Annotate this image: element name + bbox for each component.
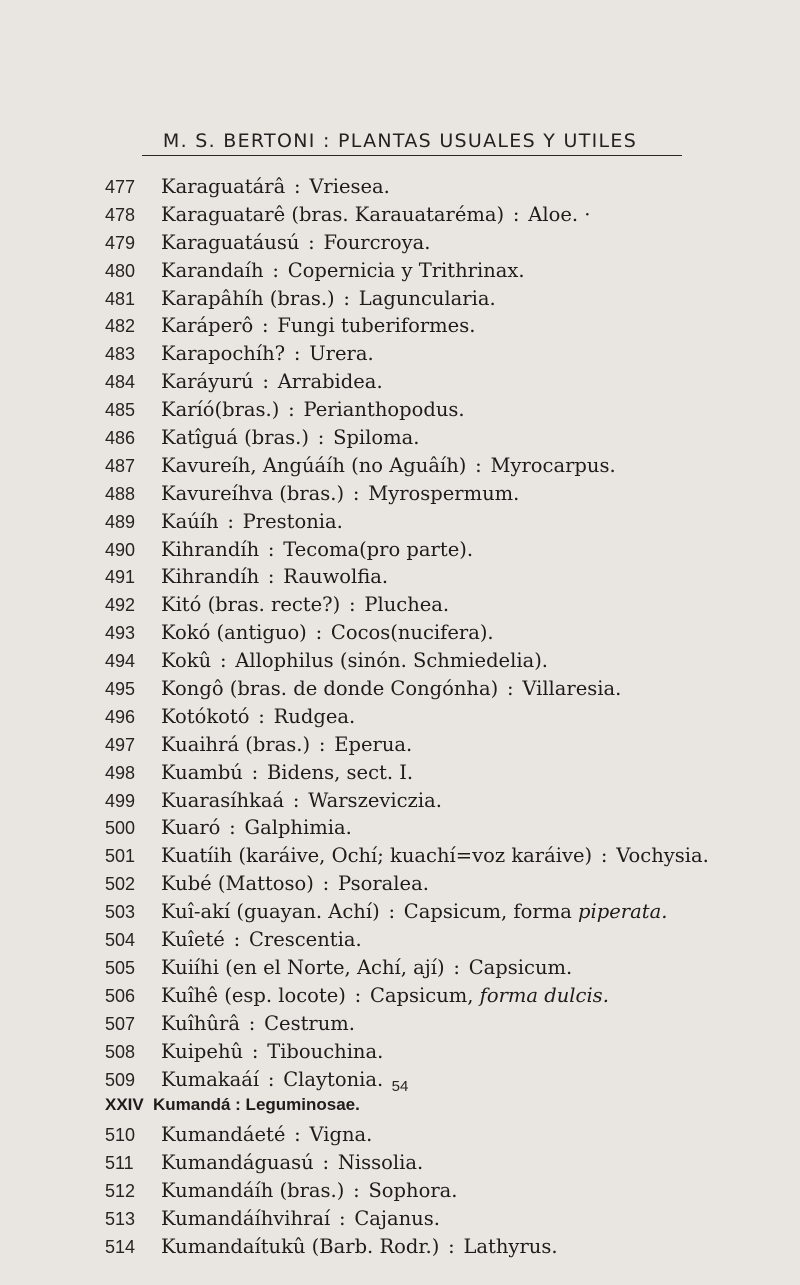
entry-number: 491 bbox=[105, 567, 136, 588]
colon-separator: : bbox=[292, 788, 300, 812]
entry-row bbox=[105, 1151, 795, 1179]
section-heading bbox=[105, 1095, 795, 1123]
vernacular-name: Kuîeté bbox=[161, 928, 225, 952]
scientific-name-text: Tecoma(pro parte). bbox=[283, 537, 474, 561]
scientific-name bbox=[303, 398, 464, 421]
scientific-name-text: Spiloma. bbox=[333, 426, 420, 450]
entry-row bbox=[105, 314, 795, 342]
scientific-name-text: Myrospermum. bbox=[368, 481, 520, 505]
colon-separator: : bbox=[448, 1234, 455, 1258]
entry-number: 499 bbox=[105, 790, 136, 811]
vernacular-name: Kotókotó bbox=[161, 704, 250, 728]
entry-row bbox=[105, 1235, 795, 1263]
entry-row bbox=[105, 203, 795, 231]
entry-number: 502 bbox=[105, 874, 136, 895]
colon-separator: : bbox=[267, 1067, 275, 1091]
entry-row bbox=[105, 872, 795, 900]
vernacular-name: Kuiíhi (en el Norte, Achí, ají) bbox=[161, 955, 445, 979]
vernacular-name: Kubé (Mattoso) bbox=[161, 872, 314, 896]
entry-row bbox=[105, 259, 795, 287]
vernacular-name: Kitó (bras. recte?) bbox=[161, 593, 341, 617]
entry-number: 501 bbox=[105, 846, 136, 867]
vernacular-name: Kuambú bbox=[161, 760, 243, 784]
entry-number: 493 bbox=[105, 623, 136, 644]
scientific-name bbox=[463, 1235, 557, 1258]
colon-separator: : bbox=[339, 1206, 346, 1230]
entry-row bbox=[105, 621, 795, 649]
scientific-name-text: Vigna. bbox=[309, 1123, 373, 1147]
scientific-name-text: Claytonia. bbox=[283, 1067, 384, 1091]
colon-separator: : bbox=[288, 398, 295, 422]
scientific-name bbox=[404, 900, 668, 923]
scientific-name bbox=[264, 1012, 355, 1035]
entry-number: 482 bbox=[105, 316, 136, 337]
vernacular-name: Kumakaáí bbox=[161, 1067, 260, 1091]
colon-separator: : bbox=[308, 230, 315, 254]
header-rule bbox=[142, 155, 682, 156]
entry-row bbox=[105, 454, 795, 482]
entry-row bbox=[105, 984, 795, 1012]
colon-separator: : bbox=[293, 175, 301, 198]
scientific-name-text: Psoralea. bbox=[338, 872, 429, 896]
scientific-name bbox=[309, 175, 390, 198]
scientific-name bbox=[364, 593, 449, 616]
scientific-name bbox=[616, 844, 709, 867]
entry-row bbox=[105, 398, 795, 426]
entry-row bbox=[105, 928, 795, 956]
vernacular-name: Karapochíh? bbox=[161, 342, 286, 366]
entry-number: 511 bbox=[105, 1153, 134, 1174]
colon-separator: : bbox=[352, 481, 360, 505]
scientific-name bbox=[283, 565, 388, 588]
vernacular-name: Kavureíh, Angúáíh (no Aguâíh) bbox=[161, 453, 467, 477]
colon-separator: : bbox=[267, 565, 275, 589]
entry-row bbox=[105, 538, 795, 566]
entry-list bbox=[105, 175, 795, 1263]
entry-row bbox=[105, 1179, 795, 1207]
scientific-name-text: Cocos(nucifera). bbox=[330, 621, 494, 645]
scientific-name bbox=[528, 203, 590, 226]
entry-number: 486 bbox=[105, 428, 136, 449]
scientific-name bbox=[278, 370, 383, 393]
entry-number: 504 bbox=[105, 930, 136, 951]
colon-separator: : bbox=[219, 649, 227, 673]
scientific-name-text: Galphimia. bbox=[244, 816, 352, 840]
vernacular-name: Kavureíhva (bras.) bbox=[161, 481, 345, 505]
scientific-name-text: Arrabidea. bbox=[277, 370, 383, 394]
scientific-name-text: Myrocarpus. bbox=[490, 453, 616, 477]
colon-separator: : bbox=[343, 286, 350, 310]
scientific-name-text: Tibouchina. bbox=[267, 1039, 384, 1063]
scientific-name-text: Rudgea. bbox=[273, 704, 356, 728]
colon-separator: : bbox=[453, 955, 460, 979]
scientific-name-text: Urera. bbox=[309, 342, 374, 366]
entry-row bbox=[105, 175, 795, 203]
entry-row bbox=[105, 649, 795, 677]
entry-number: 510 bbox=[105, 1125, 136, 1146]
entry-row bbox=[105, 1123, 795, 1151]
scientific-name-text: Fungi tuberiformes. bbox=[277, 314, 476, 338]
vernacular-name: Kumandáguasú bbox=[161, 1151, 314, 1175]
scientific-name-text: Pluchea. bbox=[364, 593, 450, 617]
vernacular-name: Kuaihrá (bras.) bbox=[161, 732, 311, 756]
entry-row bbox=[105, 482, 795, 510]
scientific-name bbox=[267, 1040, 383, 1063]
entry-number: 484 bbox=[105, 372, 136, 393]
scientific-name bbox=[277, 314, 475, 337]
entry-number: 512 bbox=[105, 1181, 136, 1202]
colon-separator: : bbox=[475, 453, 482, 477]
vernacular-name: Kokû bbox=[161, 649, 212, 673]
entry-number: 492 bbox=[105, 595, 136, 616]
entry-number: 490 bbox=[105, 539, 136, 560]
scientific-name-text: Warszeviczia. bbox=[308, 788, 442, 812]
entry-row bbox=[105, 1012, 795, 1040]
colon-separator: : bbox=[322, 1151, 330, 1175]
entry-row bbox=[105, 342, 795, 370]
colon-separator: : bbox=[388, 900, 396, 924]
entry-row bbox=[105, 761, 795, 789]
entry-number: 481 bbox=[105, 288, 136, 309]
scientific-name bbox=[309, 342, 373, 365]
vernacular-name: Katîguá (bras.) bbox=[161, 426, 309, 450]
entry-number: 513 bbox=[105, 1208, 136, 1229]
vernacular-name: Kuîhûrâ bbox=[161, 1011, 240, 1035]
scientific-name-text: Cestrum. bbox=[264, 1011, 355, 1035]
scientific-name-text: Vriesea. bbox=[309, 175, 390, 198]
scientific-name-text: Prestonia. bbox=[242, 509, 343, 533]
entry-number: 505 bbox=[105, 957, 136, 978]
scientific-name bbox=[522, 677, 621, 700]
scientific-name bbox=[331, 621, 494, 644]
scientific-name bbox=[235, 649, 548, 672]
scientific-name bbox=[274, 705, 356, 728]
entry-number: 494 bbox=[105, 651, 136, 672]
vernacular-name: Karáperô bbox=[161, 314, 254, 338]
scientific-name bbox=[338, 1151, 423, 1174]
scientific-name bbox=[368, 1179, 457, 1202]
entry-row bbox=[105, 1040, 795, 1068]
scientific-name bbox=[359, 287, 496, 310]
entry-number: 498 bbox=[105, 762, 136, 783]
entry-number: 514 bbox=[105, 1236, 136, 1257]
scientific-name-italic: piperata. bbox=[578, 900, 668, 924]
entry-number: 487 bbox=[105, 455, 136, 476]
scientific-name-text: Capsicum. bbox=[468, 955, 573, 979]
vernacular-name: Kihrandíh bbox=[161, 537, 260, 561]
colon-separator: : bbox=[272, 258, 279, 282]
entry-number: 488 bbox=[105, 483, 136, 504]
scientific-name-text: Copernicia y Trithrinax. bbox=[287, 258, 525, 282]
scientific-name bbox=[310, 1123, 373, 1146]
colon-separator: : bbox=[293, 342, 301, 366]
entry-row bbox=[105, 426, 795, 454]
colon-separator: : bbox=[262, 370, 269, 394]
entry-row bbox=[105, 510, 795, 538]
colon-separator: : bbox=[267, 537, 275, 561]
running-head: M. S. BERTONI : PLANTAS USUALES Y UTILES bbox=[162, 130, 638, 152]
scientific-name bbox=[370, 984, 609, 1007]
entry-row bbox=[105, 733, 795, 761]
scientific-name-text: Allophilus (sinón. Schmiedelia). bbox=[235, 649, 548, 673]
vernacular-name: Kuarasíhkaá bbox=[161, 788, 285, 812]
vernacular-name: Karaguatarê (bras. Karauataréma) bbox=[161, 202, 505, 226]
vernacular-name: Kongô (bras. de donde Congónha) bbox=[161, 677, 499, 701]
entry-number: 483 bbox=[105, 344, 136, 365]
vernacular-name: Kokó (antiguo) bbox=[161, 621, 307, 645]
entry-row bbox=[105, 287, 795, 315]
scientific-name-text: Rauwolfia. bbox=[283, 565, 389, 589]
entry-row bbox=[105, 565, 795, 593]
scientific-name-text: Sophora. bbox=[368, 1179, 458, 1203]
entry-row bbox=[105, 370, 795, 398]
scientific-name bbox=[267, 761, 413, 784]
entry-row bbox=[105, 231, 795, 259]
colon-separator: : bbox=[227, 509, 234, 533]
entry-row bbox=[105, 844, 795, 872]
scientific-name-text: Fourcroya. bbox=[323, 230, 431, 254]
scientific-name bbox=[368, 482, 519, 505]
entry-number: 495 bbox=[105, 679, 136, 700]
scientific-name bbox=[288, 259, 525, 282]
colon-separator: : bbox=[353, 1179, 360, 1203]
scientific-name-text: Nissolia. bbox=[337, 1151, 424, 1175]
scientific-name bbox=[491, 454, 616, 477]
section-number: XXIV bbox=[105, 1095, 144, 1115]
section-title: Kumandá : Leguminosae. bbox=[153, 1095, 360, 1115]
colon-separator: : bbox=[248, 1011, 256, 1035]
page-number: 54 bbox=[391, 1078, 409, 1095]
entry-row bbox=[105, 900, 795, 928]
entry-row bbox=[105, 705, 795, 733]
vernacular-name: Kuipehû bbox=[161, 1039, 244, 1063]
colon-separator: : bbox=[322, 872, 330, 896]
vernacular-name: Karaguatárâ bbox=[161, 175, 286, 198]
vernacular-name: Kaúíh bbox=[161, 509, 219, 533]
colon-separator: : bbox=[262, 314, 269, 338]
scientific-name bbox=[245, 816, 352, 839]
vernacular-name: Kumandáíhvihraí bbox=[161, 1206, 331, 1230]
vernacular-name: Kuî-akí (guayan. Achí) bbox=[161, 900, 380, 924]
scientific-name-text: Eperua. bbox=[334, 732, 413, 756]
scientific-name bbox=[469, 956, 572, 979]
entry-number: 480 bbox=[105, 260, 136, 281]
entry-row bbox=[105, 1207, 795, 1235]
scientific-name-text: Perianthopodus. bbox=[303, 398, 465, 422]
vernacular-name: Kuatíih (karáive, Ochí; kuachí=voz karáive) bbox=[161, 844, 593, 868]
entry-number: 508 bbox=[105, 1041, 136, 1062]
vernacular-name: Karíó(bras.) bbox=[161, 398, 280, 422]
entry-row bbox=[105, 677, 795, 705]
colon-separator: : bbox=[318, 732, 326, 756]
vernacular-name: Kumandáeté bbox=[161, 1123, 286, 1147]
entry-number: 497 bbox=[105, 734, 136, 755]
scientific-name-text: Crescentia. bbox=[248, 928, 362, 952]
vernacular-name: Kihrandíh bbox=[161, 565, 260, 589]
scientific-name-text: Vochysia. bbox=[616, 844, 709, 868]
scientific-name bbox=[283, 538, 473, 561]
scientific-name-italic: forma dulcis. bbox=[479, 983, 609, 1007]
colon-separator: : bbox=[251, 760, 259, 784]
entry-number: 479 bbox=[105, 232, 136, 253]
scientific-name bbox=[333, 426, 419, 449]
vernacular-name: Kuîhê (esp. locote) bbox=[161, 983, 346, 1007]
colon-separator: : bbox=[349, 593, 356, 617]
scientific-name-text: Capsicum, forma bbox=[403, 900, 572, 924]
colon-separator: : bbox=[507, 677, 514, 701]
entry-row bbox=[105, 789, 795, 817]
colon-separator: : bbox=[294, 1123, 301, 1147]
colon-separator: : bbox=[229, 816, 236, 840]
colon-separator: : bbox=[233, 928, 241, 952]
scientific-name bbox=[243, 510, 343, 533]
entry-number: 478 bbox=[105, 204, 136, 225]
entry-number: 507 bbox=[105, 1013, 136, 1034]
scientific-name-text: Cajanus. bbox=[354, 1206, 440, 1230]
scientific-name-text: Aloe. · bbox=[528, 202, 591, 226]
scientific-name-text: Bidens, sect. I. bbox=[266, 760, 414, 784]
colon-separator: : bbox=[512, 202, 520, 226]
entry-number: 503 bbox=[105, 902, 136, 923]
colon-separator: : bbox=[251, 1039, 259, 1063]
entry-number: 496 bbox=[105, 706, 136, 727]
vernacular-name: Karapâhíh (bras.) bbox=[161, 286, 335, 310]
scientific-name-text: Lathyrus. bbox=[463, 1234, 558, 1258]
vernacular-name: Karáyurú bbox=[161, 370, 254, 394]
vernacular-name: Karaguatáusú bbox=[161, 230, 300, 254]
entry-number: 485 bbox=[105, 400, 136, 421]
colon-separator: : bbox=[354, 983, 362, 1007]
scientific-name bbox=[324, 231, 431, 254]
entry-number: 506 bbox=[105, 985, 136, 1006]
colon-separator: : bbox=[315, 621, 323, 645]
entry-row bbox=[105, 956, 795, 984]
scientific-name bbox=[354, 1207, 440, 1230]
vernacular-name: Kumandáíh (bras.) bbox=[161, 1179, 345, 1203]
entry-row bbox=[105, 816, 795, 844]
entry-row bbox=[105, 593, 795, 621]
entry-number: 489 bbox=[105, 511, 136, 532]
scientific-name-text: Villaresia. bbox=[522, 677, 622, 701]
scientific-name-text: Laguncularia. bbox=[358, 286, 496, 310]
colon-separator: : bbox=[600, 844, 608, 868]
entry-number: 500 bbox=[105, 818, 136, 839]
scientific-name bbox=[338, 872, 429, 895]
colon-separator: : bbox=[317, 426, 325, 450]
vernacular-name: Karandaíh bbox=[161, 258, 264, 282]
scientific-name bbox=[249, 928, 362, 951]
entry-number: 509 bbox=[105, 1069, 136, 1090]
scientific-name-text: Capsicum, bbox=[370, 983, 474, 1007]
scientific-name bbox=[334, 733, 412, 756]
vernacular-name: Kuaró bbox=[161, 816, 221, 840]
vernacular-name: Kumandaítukû (Barb. Rodr.) bbox=[161, 1234, 440, 1258]
entry-number: 477 bbox=[105, 177, 136, 197]
colon-separator: : bbox=[258, 704, 265, 728]
scientific-name bbox=[308, 789, 442, 812]
